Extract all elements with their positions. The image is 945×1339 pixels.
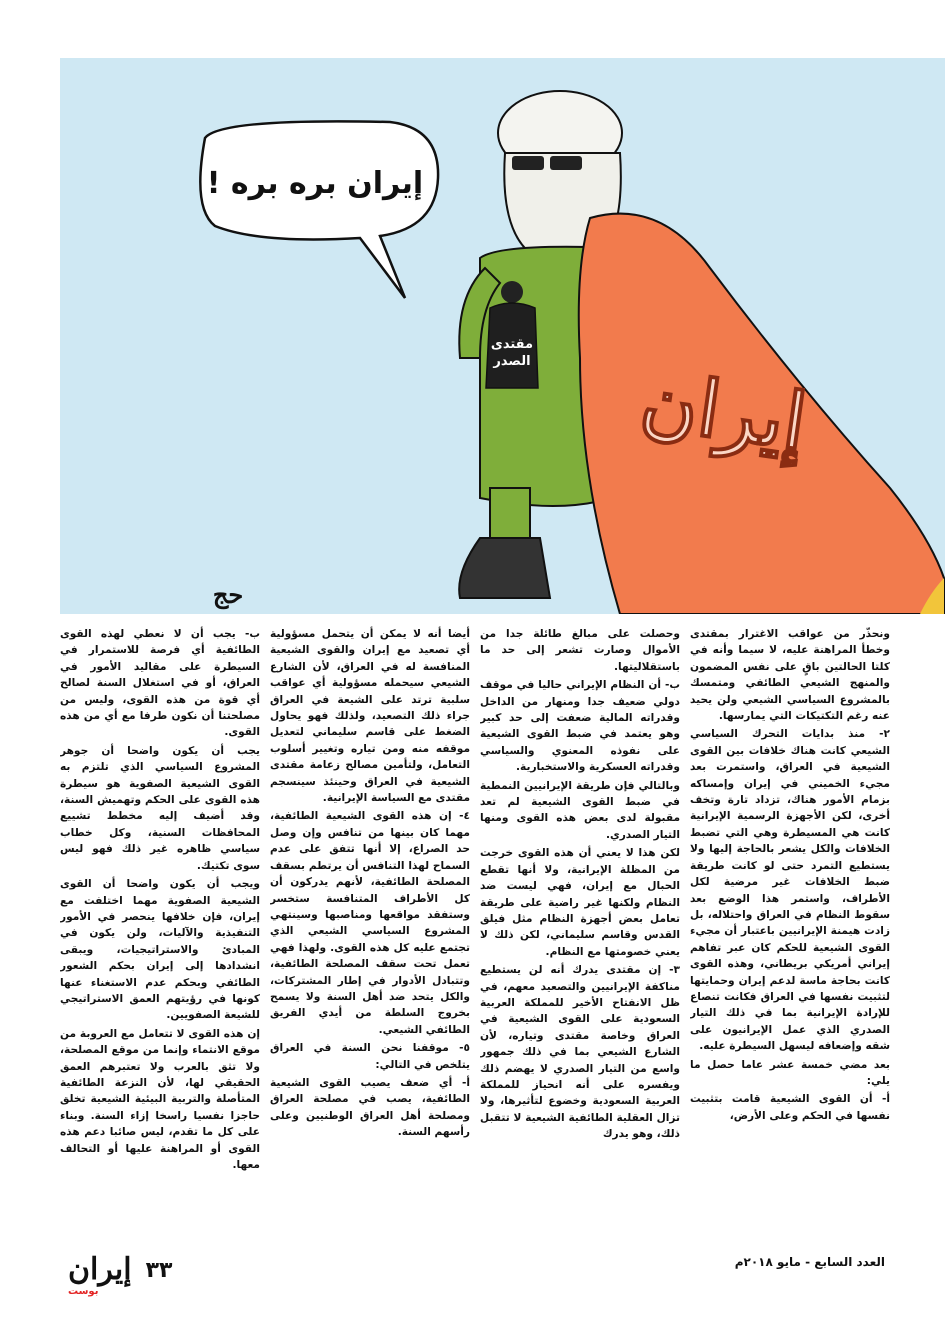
paragraph: لكن هذا لا يعني أن هذه القوى خرجت من المظلة الإيرانية، ولا أنها تقطع الحبال مع إيران، فهي ليست ضد النظام ولكنها غير راضية على طريقة تعامل بعض أجهزة النظام مثل فيلق القدس وقاسم سليماني، لكن ذلك لا يعني خصومتها مع النظام. [480,847,680,958]
paragraph: ٢- منذ بدايات التحرك السياسي الشيعي كانت هناك خلافات بين القوى الشيعية في العراق، واستمرت بعد مجيء الخميني في إيران وإمساكه بزمام الأمور هناك، تزداد تارة وتخف أخرى، لكن الأجهزة الرسمية الإيرانية كانت هي المسيطرة وهي التي تضبط الخلافات والكل يشعر بالحاجة إليها ولا يستطيع التمرد حتى لو كانت طريقة ضبط الخلافات غير مرضية لكل الأطراف، واستمر هذا الوضع بعد سقوط النظام في العراق واحتلاله، بل زادت هيمنة الإيرانيين باعتبار أن مجيء القوى الشيعية للحكم كان عبر تفاهم إيراني أمريكي بريطاني، وهذه القوى كانت بحاجة ماسة لدعم إيران وحمايتها لتثبيت نفسها في العراق فكانت تنصاع للإرادة الإيرانية بما في ذلك التيار الصدري الذي عمل الإيرانيون على شقه وإضعافه ليسهل السيطرة عليه. [690,728,890,1053]
magazine-logo [68,1252,132,1297]
logo-main-text: إيران [68,1252,132,1287]
paragraph: يجب أن يكون واضحا أن جوهر المشروع السياسي الذي تلتزم به القوى الشيعية الصفوية هو سيطرة هذه القوى على الحكم وتهميش السنة، وقد أضيف إليه مخطط تشييع المحافظات السنية، وكل خطاب سياسي ظاهره غير ذلك فهو ليس سوى تكتيك. [60,744,260,872]
footer-brand [68,1250,173,1297]
shirt-label-line1: مقتدى [490,337,534,352]
speech-text: إيران بره بره ! [206,166,424,201]
article-column-4 [60,626,260,1241]
paragraph: ب- أن النظام الإيراني حاليا في موقف دولي ضعيف جدا ومنهار من الداخل وقدراته المالية ضعفت إلى حد كبير وهو يعتمد في ضبط القوى الشيعية على نفوذه المعنوي والسياسي وقدراته العسكرية والاستخبارية. [480,679,680,774]
paragraph: أ- أي ضعف يصيب القوى الشيعية الطائفية، يصب في مصلحة العراق ومصلحة أهل العراق الوطنيين وعلى رأسهم السنة. [270,1076,470,1139]
paragraph: بعد مضي خمسة عشر عاما حصل ما يلي: [690,1058,890,1087]
paragraph: ٣- إن مقتدى يدرك أنه لن يستطيع مناكفة الإيرانيين والتصعيد معهم، في ظل الانفتاح الأخير للمملكة العربية السعودية على القوى الشيعية في العراق وخاصة مقتدى وتياره، لأن الشارع الشيعي بما في ذلك جمهور واسع من التيار الصدري لا يهضم ذلك ويفسره على أنه انحياز للمملكة العربية السعودية وخضوع لتأثيرها، ولا تزال العقلية الطائفية الشيعية لا تتقبل ذلك، وهو يدرك [480,964,680,1141]
shirt-label-line2: الصدر [493,354,531,369]
speech-bubble [200,121,438,298]
paragraph: ب- يجب أن لا نعطي لهذه القوى الطائفية أي فرصة للاستمرار في السيطرة على مقاليد الأمور في العراق، أو في استغلال السنة لصالح أي قوة من هذه القوى، وليس من مصلحتنا أن نكون طرفا مع أي من هذه القوى. [60,628,260,739]
artist-signature: حج [212,580,244,609]
paragraph: ٥- موقفنا نحن السنة في العراق يتلخص في التالي: [270,1042,470,1071]
article-columns [60,626,890,1241]
cartoon-drawing [60,58,945,614]
paragraph: ويجب أن يكون واضحا أن القوى الشيعية الصفوية مهما اختلفت مع إيران، فإن خلافها ينحصر في الأمور التنفيذية والآليات، ولن يكون في المبادئ والاستراتيجيات، ويبقى انشدادها إلى إيران بحكم الشعور الطائفي وبحكم عدم الاستغناء عنها كونها في رؤيتهم العمق الاستراتيجي للشيعة الصفويين. [60,878,260,1022]
flag-text: إيران [635,355,812,469]
issue-date: العدد السابع - مايو ٢٠١٨م [734,1255,885,1269]
article-column-1 [690,626,890,1241]
article-column-2 [480,626,680,1241]
paragraph: وحصلت على مبالغ طائلة جدا من الأموال وصارت تشعر إلى حد ما باستقلاليتها. [480,628,680,673]
paragraph: ٤- إن هذه القوى الشيعية الطائفية، مهما كان بينها من تنافس وإن وصل حد الصراع، إلا أنها تتفق على عدم السماح لهذا التنافس أن يرتطم بسقف المصلحة الطائفية، لأنهم يدركون أن كل الأطراف المتنافسة ستخسر وستفقد مواقعها ومناصبها وسينتهي المشروع السياسي الشيعي الذي تجتمع عليه كل هذه القوى. ولهذا فهي تعمل تحت سقف المصلحة الطائفية، وتتبادل الأدوار في إطار المشتركات، والكل يتحد ضد أهل السنة ولا يسمح بخروج السلطة من أيدي الفريق الطائفي الشيعي. [270,810,470,1036]
paragraph: ونحذّر من عواقب الاغترار بمقتدى وخطأ المراهنة عليه، لا سيما وأنه في كلتا الحالتين باقٍ على نفس المضمون والمنهج الشيعي الطائفي ومتمسك بالمشروع السياسي الشيعي ولن يحيد عنه رغم التكتيكات التي يمارسها. [690,628,890,723]
paragraph: أيضا أنه لا يمكن أن يتحمل مسؤولية أي تصعيد مع إيران والقوى الشيعية المنافسة له في العراق، لأن الشارع الشيعي سيحمله مسؤولية أي عواقب سلبية ترتد على الشيعة في العراق جراء ذلك التصعيد، ولذلك فهو يحاول الضغط على قاسم سليماني لتعديل موقفه منه ومن تياره وتغيير أسلوب التعامل، ولتأمين مصالح زعامة مقتدى الشيعية في العراق وحينئذ سينسجم مقتدى مع السياسة الإيرانية. [270,628,470,805]
cartoon-illustration [60,58,945,614]
paragraph: وبالتالي فإن طريقة الإيرانيين النمطية في ضبط القوى الشيعية لم تعد مقبولة لدى بعض هذه القوى ومنها التيار الصدري. [480,779,680,841]
page-number: ٣٣ [145,1257,173,1283]
article-column-3 [270,626,470,1241]
paragraph: أ- أن القوى الشيعية قامت بتثبيت نفسها في الحكم وعلى الأرض، [690,1093,890,1122]
paragraph: إن هذه القوى لا تتعامل مع العروبة من موقع الانتماء وإنما من موقع المصلحة، ولا تثق بالعرب ولا تعتبرهم العمق الحقيقي لها، لأن النزعة الطائفية المتأصلة والتربية البيئية الشيعية تخلق حاجزا نفسيا راسخا إزاء السنة. وبناء على كل ما تقدم، ليس صائبا دعم هذه القوى أو المراهنة عليها أو التحالف معها. [60,1027,260,1171]
logo-sub-text: بوست [68,1286,99,1297]
